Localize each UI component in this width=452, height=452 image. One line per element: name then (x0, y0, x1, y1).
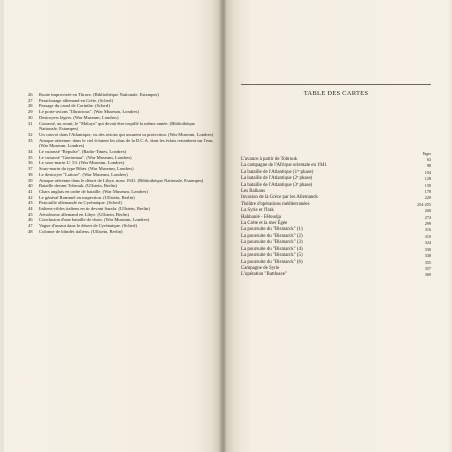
page-title: TABLE DES CARTES (303, 90, 369, 97)
caption-number: 27 (28, 97, 33, 103)
caption-text: Le cuirassé "Repulse". (Radio-Times, Londres) (39, 149, 127, 155)
caption-text: Attaque aérienne dans le désert de Libye, mars 1941. (Bibliothèque Nationale, Estampes) (39, 177, 204, 183)
caption-number: 40 (28, 183, 33, 189)
caption-text: Patrouille allemande en Cyrénaïque. (Scherl) (39, 200, 122, 206)
map-entry-page: 274 (424, 214, 431, 220)
map-entry-page: 338 (424, 253, 431, 259)
caption-text: Passage du canal de Corinthe. (Scherl) (39, 103, 110, 109)
caption-item (28, 121, 214, 132)
caption-number: 31 (28, 120, 33, 126)
caption-number: 39 (28, 177, 33, 183)
map-entry-page: 316 (424, 227, 431, 233)
caption-text: Colonne de blindés italiens. (Ullstein, Berlin) (39, 228, 123, 234)
map-entry-label: La Syrie et l'Irak (241, 208, 274, 214)
map-entry-label: L'opération "Battleaxe" (241, 272, 288, 278)
map-entry-label: L'avance à partir de Tobrouk (241, 157, 298, 162)
caption-number: 29 (28, 109, 33, 115)
caption-text: Le sous-marin U. 53. (War Museum, Londres) (39, 160, 125, 166)
caption-number: 48 (28, 228, 33, 234)
caption-number: 37 (28, 166, 33, 172)
caption-number: 35 (28, 154, 33, 160)
map-entry-label: La campagne de l'Afrique orientale en 1941 (241, 163, 327, 169)
caption-text: Aérodrome allemand en Libye. (Ullstein, Berlin) (39, 211, 129, 217)
caption-text: Chars anglais en ordre de bataille. (War Museum, Londres) (39, 188, 148, 194)
map-entry-label: Théâtre d'opérations méditerranées (241, 201, 310, 207)
map-entry-page: 128 (424, 176, 431, 182)
caption-number: 46 (28, 217, 33, 223)
map-table-list (241, 157, 431, 279)
map-entry-label: La poursuite du "Bismarck" (6) (241, 259, 303, 265)
caption-number: 47 (28, 223, 33, 229)
map-entry-page: 355 (424, 259, 431, 265)
map-entry-page: 268 (424, 208, 431, 214)
caption-text: Conclusion d'une bataille de chars. (War Museum, Londres) (39, 217, 150, 223)
map-entry-page: 139 (424, 182, 431, 188)
map-entry (241, 272, 431, 278)
caption-number: 34 (28, 149, 33, 155)
caption-number: 45 (28, 211, 33, 217)
caption-number: 43 (28, 200, 33, 206)
map-entry-label: La poursuite du "Bismarck" (1) (241, 227, 303, 233)
illustration-caption-list (28, 92, 214, 235)
caption-number: 32 (28, 131, 33, 137)
caption-number: 33 (28, 137, 33, 143)
map-entry-page: 357 (424, 265, 431, 271)
map-entry-page: 98 (426, 163, 431, 169)
caption-text: Cuirassé, au avant, le "Malaya" qui devait être torpillé la même année. (Bibliothèque Nationale, Estampes) (39, 120, 195, 132)
caption-text: Le destroyer "Lattore". (War Museum, Londres) (39, 171, 128, 177)
caption-number: 42 (28, 194, 33, 200)
caption-number: 41 (28, 188, 33, 194)
map-entry-label: La bataille de l'Atlantique (3ᵉ phase) (241, 182, 313, 188)
caption-text: Attaque aérienne: dans le ciel éclatent les obus de la D.C.A. dont les éclats retombent sur l'eau. (War Museum, Londres) (39, 137, 214, 149)
map-entry-label: Habbanié - Fêloudja (241, 214, 281, 220)
map-entry-label: La Crète et la mer Égée (241, 221, 288, 227)
title-rule (241, 84, 431, 85)
map-entry-page: 220 (424, 195, 431, 201)
caption-text: Vague d'assaut dans le désert de Cyrénaïque. (Scherl) (39, 223, 138, 229)
caption-text: Un convoi dans l'Atlantique, vu des avions qui assurent sa protection. (War Museum, Londres) (39, 131, 214, 137)
map-entry-page: 319 (424, 233, 431, 239)
caption-text: Le cuirassé "Gneisenau". (War Museum, Londres) (39, 154, 132, 160)
caption-number: 28 (28, 103, 33, 109)
pages-column-label: Pages (422, 152, 431, 156)
map-entry-page: 369 (424, 272, 431, 278)
caption-text: Route improvisée en Thrace. (Bibliothèque Nationale, Estampes) (39, 92, 159, 97)
map-entry-label: Invasion de la Grèce par les Allemands (241, 195, 318, 201)
map-entry-label: La poursuite du "Bismarck" (3) (241, 240, 303, 246)
caption-text: Sous-marin du type Biber. (War Museum, Londres) (39, 166, 134, 172)
map-entry-page: 324 (424, 240, 431, 246)
caption-number: 38 (28, 171, 33, 177)
map-entry-label: La bataille de l'Atlantique (1ʳᵉ phase) (241, 169, 314, 175)
map-entry-page: 63 (426, 157, 431, 162)
map-entry-label: Les Balkans (241, 189, 266, 195)
map-entry-page: 330 (424, 246, 431, 252)
map-entry-page: 299 (424, 221, 431, 227)
caption-text: Italiens-cibles italiens en tir devant Sarafa. (Ullstein, Berlin) (39, 206, 150, 212)
caption-item (28, 229, 214, 235)
map-entry-page: 104 (424, 169, 431, 175)
map-entry-page: 178 (424, 189, 431, 195)
caption-number: 36 (28, 160, 33, 166)
caption-item (28, 138, 214, 149)
caption-text: Parachutage allemand en Crète. (Scherl) (39, 97, 114, 103)
map-entry-label: La poursuite du "Bismarck" (4) (241, 246, 303, 252)
caption-text: Le porte-avions "Illustrious". (War Museum, Londres) (39, 109, 139, 115)
map-entry-label: La poursuite du "Bismarck" (2) (241, 233, 303, 239)
caption-number: 30 (28, 114, 33, 120)
map-entry-label: La poursuite du "Bismarck" (5) (241, 253, 303, 259)
caption-text: Destroyers légers. (War Museum, Londres) (39, 114, 119, 120)
caption-text: Le général Rommel en inspection. (Ullstein, Berlin) (39, 194, 135, 200)
map-entry-label: Campagne de Syrie (241, 265, 280, 271)
caption-number: 44 (28, 206, 33, 212)
caption-text: Bataille devant Tobrouk. (Ullstein, Berlin) (39, 183, 117, 189)
map-entry-page: 254-255 (417, 201, 431, 207)
map-entry-label: La bataille de l'Atlantique (2ᵉ phase) (241, 176, 313, 182)
caption-number: 26 (28, 92, 33, 97)
